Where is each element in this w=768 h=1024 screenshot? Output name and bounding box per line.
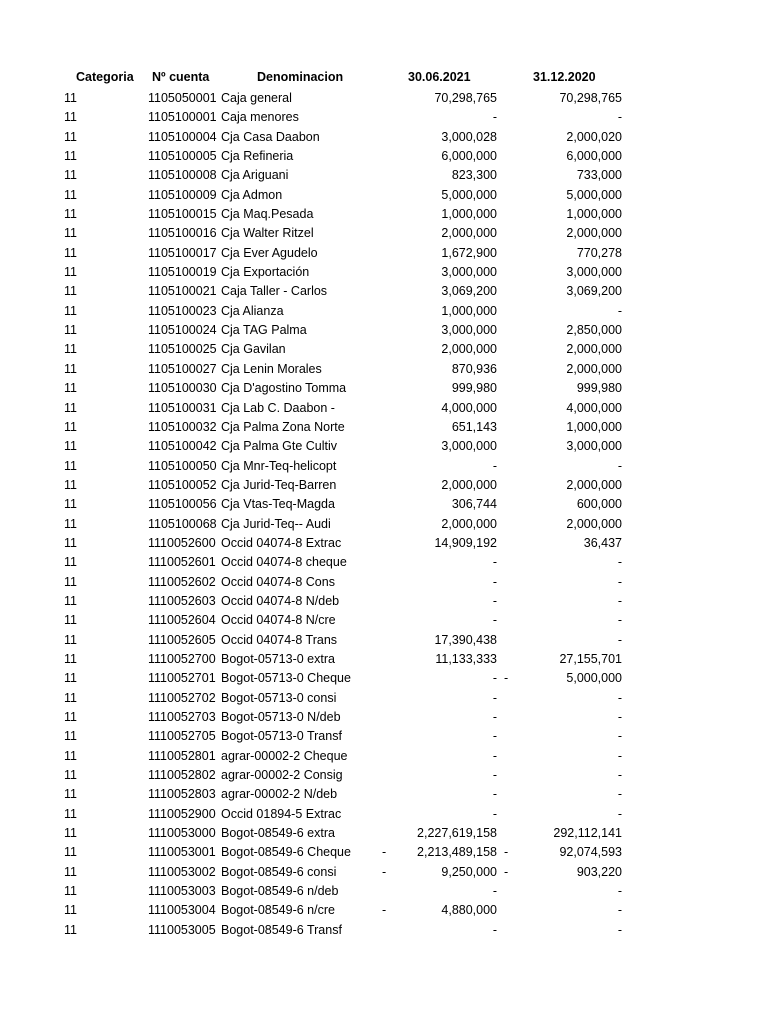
cuenta-cell: 1110053004 xyxy=(148,903,216,918)
table-row xyxy=(0,727,768,746)
denominacion-cell: Cja Vtas-Teq-Magda xyxy=(221,497,335,512)
table-row xyxy=(0,669,768,688)
value-cell-2: - xyxy=(617,110,622,125)
value-cell-2: 70,298,765 xyxy=(559,91,622,105)
value-cell-1: 9,250,000 xyxy=(441,864,497,879)
cuenta-cell: 1105100016 xyxy=(148,226,217,241)
categoria-cell: 11 xyxy=(64,690,77,705)
value-cell-2: 2,000,020 xyxy=(566,129,622,144)
value-cell-1: 306,744 xyxy=(451,497,497,512)
table-row xyxy=(0,495,768,514)
value-cell-2: - xyxy=(617,555,622,570)
value-cell-2: 1,000,000 xyxy=(566,419,622,434)
denominacion-cell: Bogot-05713-0 Transf xyxy=(221,729,342,744)
value-cell-1: 3,000,000 xyxy=(441,265,497,280)
table-row xyxy=(0,747,768,766)
denominacion-cell: Bogot-08549-6 n/deb xyxy=(221,884,339,899)
table-row xyxy=(0,224,768,243)
cuenta-cell: 1105100050 xyxy=(148,458,217,473)
denominacion-cell: Occid 04074-8 N/deb xyxy=(221,593,340,608)
value-cell-2: 2,850,000 xyxy=(566,323,622,338)
table-row xyxy=(0,843,768,862)
cuenta-cell: 1110053003 xyxy=(148,884,216,899)
categoria-cell: 11 xyxy=(64,768,77,783)
categoria-cell: 11 xyxy=(64,710,77,724)
value-cell-2: 903,220 xyxy=(576,864,622,879)
header-fecha-2: 31.12.2020 xyxy=(533,70,596,84)
value-cell-2: - xyxy=(617,458,622,473)
value-cell-2: - xyxy=(617,922,622,937)
value-cell-2: - xyxy=(617,710,622,724)
value-cell-1: 70,298,765 xyxy=(434,91,497,105)
value-cell-1: - xyxy=(492,884,497,899)
table-row xyxy=(0,418,768,437)
denominacion-cell: Cja Gavilan xyxy=(221,342,286,357)
value-cell-1: - xyxy=(492,574,497,589)
denominacion-cell: Occid 04074-8 Trans xyxy=(221,632,338,647)
denominacion-cell: Cja Alianza xyxy=(221,303,284,318)
value-cell-2: 3,000,000 xyxy=(566,265,622,280)
cuenta-cell: 1105100017 xyxy=(148,245,217,260)
categoria-cell: 11 xyxy=(64,361,77,376)
header-fecha-1: 30.06.2021 xyxy=(408,70,471,84)
denominacion-cell: Occid 04074-8 cheque xyxy=(221,555,347,570)
cuenta-cell: 1105100025 xyxy=(148,342,217,357)
categoria-cell: 11 xyxy=(64,651,77,666)
table-row xyxy=(0,785,768,804)
categoria-cell: 11 xyxy=(64,381,77,396)
value-cell-2: 770,278 xyxy=(576,245,622,260)
value-cell-2: 2,000,000 xyxy=(566,226,622,241)
table-row xyxy=(0,457,768,476)
value-cell-1: 3,000,028 xyxy=(441,129,497,144)
cuenta-cell: 1110052601 xyxy=(148,555,216,570)
table-row xyxy=(0,302,768,321)
cuenta-cell: 1105100004 xyxy=(148,129,217,144)
table-row xyxy=(0,476,768,495)
cuenta-cell: 1105100068 xyxy=(148,516,217,531)
categoria-cell: 11 xyxy=(64,613,77,628)
cuenta-cell: 1110052802 xyxy=(148,768,216,783)
categoria-cell: 11 xyxy=(64,245,77,260)
value-cell-2: 6,000,000 xyxy=(566,149,622,164)
cuenta-cell: 1110053001 xyxy=(148,845,216,860)
table-row xyxy=(0,244,768,263)
categoria-cell: 11 xyxy=(64,884,77,899)
denominacion-cell: Cja Ever Agudelo xyxy=(221,245,318,260)
value-cell-1: - xyxy=(492,922,497,937)
cuenta-cell: 1105100009 xyxy=(148,187,217,202)
table-row xyxy=(0,108,768,127)
categoria-cell: 11 xyxy=(64,806,77,821)
categoria-cell: 11 xyxy=(64,323,77,338)
table-row xyxy=(0,573,768,592)
sign-cell-2: - xyxy=(504,864,509,879)
denominacion-cell: Bogot-05713-0 extra xyxy=(221,651,335,666)
table-row xyxy=(0,263,768,282)
value-cell-2: - xyxy=(617,748,622,763)
categoria-cell: 11 xyxy=(64,845,77,860)
value-cell-2: 733,000 xyxy=(576,168,622,183)
denominacion-cell: agrar-00002-2 Consig xyxy=(221,768,343,783)
table-row xyxy=(0,824,768,843)
value-cell-2: 36,437 xyxy=(583,535,622,550)
value-cell-2: 2,000,000 xyxy=(566,342,622,357)
cuenta-cell: 1105100015 xyxy=(148,207,217,222)
denominacion-cell: Cja Exportación xyxy=(221,265,310,280)
table-row xyxy=(0,515,768,534)
cuenta-cell: 1105100024 xyxy=(148,323,217,338)
cuenta-cell: 1110052701 xyxy=(148,671,216,686)
denominacion-cell: Cja D'agostino Tomma xyxy=(221,381,347,396)
value-cell-2: - xyxy=(617,690,622,705)
categoria-cell: 11 xyxy=(64,226,77,241)
categoria-cell: 11 xyxy=(64,671,77,686)
value-cell-1: 4,000,000 xyxy=(441,400,497,415)
value-cell-1: - xyxy=(492,671,497,686)
value-cell-1: - xyxy=(492,806,497,821)
table-row xyxy=(0,379,768,398)
sign-cell-2: - xyxy=(504,671,509,686)
value-cell-2: - xyxy=(617,806,622,821)
value-cell-1: 2,000,000 xyxy=(441,516,497,531)
value-cell-2: 92,074,593 xyxy=(559,845,622,860)
denominacion-cell: Cja Admon xyxy=(221,187,283,202)
value-cell-2: 999,980 xyxy=(576,381,622,396)
categoria-cell: 11 xyxy=(64,439,77,454)
cuenta-cell: 1105100021 xyxy=(148,284,217,299)
denominacion-cell: Caja menores xyxy=(221,110,299,125)
value-cell-1: 5,000,000 xyxy=(441,187,497,202)
cuenta-cell: 1105100030 xyxy=(148,381,217,396)
table-row xyxy=(0,863,768,882)
cuenta-cell: 1110052803 xyxy=(148,787,216,802)
cuenta-cell: 1110052705 xyxy=(148,729,216,744)
cuenta-cell: 1105100001 xyxy=(148,110,217,125)
value-cell-2: 4,000,000 xyxy=(566,400,622,415)
value-cell-1: - xyxy=(492,555,497,570)
value-cell-2: 2,000,000 xyxy=(566,361,622,376)
value-cell-1: 3,069,200 xyxy=(441,284,497,299)
value-cell-2: 1,000,000 xyxy=(566,207,622,222)
cuenta-cell: 1110052703 xyxy=(148,710,216,724)
categoria-cell: 11 xyxy=(64,748,77,763)
categoria-cell: 11 xyxy=(64,535,77,550)
value-cell-1: 823,300 xyxy=(451,168,497,183)
cuenta-cell: 1105100031 xyxy=(148,400,217,415)
denominacion-cell: Caja Taller - Carlos xyxy=(221,284,328,299)
cuenta-cell: 1105100052 xyxy=(148,477,217,492)
value-cell-1: 6,000,000 xyxy=(441,149,497,164)
denominacion-cell: agrar-00002-2 Cheque xyxy=(221,748,348,763)
denominacion-cell: Cja Walter Ritzel xyxy=(221,226,314,241)
categoria-cell: 11 xyxy=(64,110,77,125)
denominacion-cell: Cja Jurid-Teq-Barren xyxy=(221,477,337,492)
value-cell-1: 14,909,192 xyxy=(434,535,497,550)
value-cell-2: 5,000,000 xyxy=(566,187,622,202)
table-row xyxy=(0,282,768,301)
table-row xyxy=(0,592,768,611)
categoria-cell: 11 xyxy=(64,497,77,512)
value-cell-2: 3,000,000 xyxy=(566,439,622,454)
table-header xyxy=(0,68,768,88)
value-cell-2: - xyxy=(617,303,622,318)
denominacion-cell: Cja Casa Daabon xyxy=(221,129,320,144)
categoria-cell: 11 xyxy=(64,342,77,357)
table-row xyxy=(0,708,768,727)
categoria-cell: 11 xyxy=(64,207,77,222)
value-cell-1: 2,000,000 xyxy=(441,226,497,241)
value-cell-1: 3,000,000 xyxy=(441,323,497,338)
denominacion-cell: Cja Lab C. Daabon - xyxy=(221,400,335,415)
table-row xyxy=(0,186,768,205)
value-cell-2: - xyxy=(617,787,622,802)
value-cell-2: 5,000,000 xyxy=(566,671,622,686)
denominacion-cell: Caja general xyxy=(221,91,292,105)
value-cell-1: - xyxy=(492,729,497,744)
value-cell-2: - xyxy=(617,632,622,647)
cuenta-cell: 1105100005 xyxy=(148,149,217,164)
value-cell-1: 1,000,000 xyxy=(441,207,497,222)
value-cell-1: - xyxy=(492,110,497,125)
table-row xyxy=(0,321,768,340)
value-cell-2: - xyxy=(617,884,622,899)
value-cell-2: - xyxy=(617,574,622,589)
cuenta-cell: 1105050001 xyxy=(148,91,217,105)
categoria-cell: 11 xyxy=(64,632,77,647)
value-cell-1: 870,936 xyxy=(451,361,497,376)
value-cell-1: 651,143 xyxy=(451,419,497,434)
cuenta-cell: 1110053002 xyxy=(148,864,216,879)
categoria-cell: 11 xyxy=(64,555,77,570)
denominacion-cell: Bogot-08549-6 extra xyxy=(221,826,335,841)
denominacion-cell: Bogot-08549-6 n/cre xyxy=(221,903,335,918)
value-cell-1: 1,672,900 xyxy=(441,245,497,260)
categoria-cell: 11 xyxy=(64,864,77,879)
table-row xyxy=(0,553,768,572)
denominacion-cell: Bogot-08549-6 Cheque xyxy=(221,845,351,860)
cuenta-cell: 1110052900 xyxy=(148,806,216,821)
value-cell-1: - xyxy=(492,710,497,724)
denominacion-cell: Cja Palma Gte Cultiv xyxy=(221,439,338,454)
categoria-cell: 11 xyxy=(64,574,77,589)
categoria-cell: 11 xyxy=(64,284,77,299)
value-cell-2: 600,000 xyxy=(576,497,622,512)
cuenta-cell: 1105100032 xyxy=(148,419,217,434)
denominacion-cell: Bogot-05713-0 consi xyxy=(221,690,337,705)
table-row xyxy=(0,360,768,379)
denominacion-cell: agrar-00002-2 N/deb xyxy=(221,787,338,802)
denominacion-cell: Occid 04074-8 Extrac xyxy=(221,535,342,550)
cuenta-cell: 1105100056 xyxy=(148,497,217,512)
value-cell-1: 11,133,333 xyxy=(435,651,497,666)
table-row xyxy=(0,205,768,224)
categoria-cell: 11 xyxy=(64,168,77,183)
denominacion-cell: Bogot-08549-6 Transf xyxy=(221,922,342,937)
cuenta-cell: 1110052604 xyxy=(148,613,216,628)
value-cell-1: 2,227,619,158 xyxy=(417,826,497,841)
cuenta-cell: 1110052600 xyxy=(148,535,216,550)
categoria-cell: 11 xyxy=(64,458,77,473)
table-row xyxy=(0,340,768,359)
categoria-cell: 11 xyxy=(64,729,77,744)
categoria-cell: 11 xyxy=(64,129,77,144)
cuenta-cell: 1110052702 xyxy=(148,690,216,705)
value-cell-2: - xyxy=(617,729,622,744)
table-row xyxy=(0,901,768,920)
value-cell-2: - xyxy=(617,903,622,918)
categoria-cell: 11 xyxy=(64,593,77,608)
sign-cell-2: - xyxy=(504,845,509,860)
value-cell-1: 3,000,000 xyxy=(441,439,497,454)
value-cell-1: 17,390,438 xyxy=(434,632,497,647)
categoria-cell: 11 xyxy=(64,516,77,531)
categoria-cell: 11 xyxy=(64,903,77,918)
denominacion-cell: Cja Jurid-Teq-- Audi xyxy=(221,516,331,531)
table-row xyxy=(0,689,768,708)
value-cell-1: 2,000,000 xyxy=(441,477,497,492)
table-body xyxy=(0,89,768,940)
table-row xyxy=(0,921,768,940)
value-cell-2: 2,000,000 xyxy=(566,477,622,492)
table-row xyxy=(0,166,768,185)
value-cell-1: - xyxy=(492,768,497,783)
value-cell-1: - xyxy=(492,458,497,473)
cuenta-cell: 1105100008 xyxy=(148,168,217,183)
denominacion-cell: Bogot-05713-0 Cheque xyxy=(221,671,351,686)
denominacion-cell: Cja Ariguani xyxy=(221,168,289,183)
table-row xyxy=(0,766,768,785)
sign-cell-1: - xyxy=(382,845,387,860)
denominacion-cell: Cja TAG Palma xyxy=(221,323,307,338)
header-cuenta: Nº cuenta xyxy=(152,70,210,84)
cuenta-cell: 1110052801 xyxy=(148,748,216,763)
value-cell-1: 1,000,000 xyxy=(441,303,497,318)
table-row xyxy=(0,89,768,108)
value-cell-2: 27,155,701 xyxy=(559,651,622,666)
value-cell-1: 999,980 xyxy=(451,381,497,396)
value-cell-2: - xyxy=(617,613,622,628)
denominacion-cell: Cja Maq.Pesada xyxy=(221,207,314,222)
denominacion-cell: Occid 04074-8 Cons xyxy=(221,574,335,589)
value-cell-2: 2,000,000 xyxy=(566,516,622,531)
categoria-cell: 11 xyxy=(64,187,77,202)
categoria-cell: 11 xyxy=(64,91,77,105)
denominacion-cell: Occid 04074-8 N/cre xyxy=(221,613,336,628)
denominacion-cell: Cja Lenin Morales xyxy=(221,361,322,376)
table-row xyxy=(0,631,768,650)
cuenta-cell: 1105100042 xyxy=(148,439,217,454)
value-cell-2: - xyxy=(617,768,622,783)
denominacion-cell: Bogot-08549-6 consi xyxy=(221,864,337,879)
categoria-cell: 11 xyxy=(64,922,77,937)
header-categoria: Categoria xyxy=(76,70,134,84)
denominacion-cell: Bogot-05713-0 N/deb xyxy=(221,710,341,724)
value-cell-2: - xyxy=(617,593,622,608)
categoria-cell: 11 xyxy=(64,149,77,164)
cuenta-cell: 1110053005 xyxy=(148,922,216,937)
denominacion-cell: Cja Mnr-Teq-helicopt xyxy=(221,458,337,473)
table-row xyxy=(0,147,768,166)
table-row xyxy=(0,882,768,901)
value-cell-1: 4,880,000 xyxy=(441,903,497,918)
cuenta-cell: 1105100023 xyxy=(148,303,217,318)
value-cell-1: - xyxy=(492,690,497,705)
table-row xyxy=(0,611,768,630)
value-cell-1: - xyxy=(492,748,497,763)
denominacion-cell: Occid 01894-5 Extrac xyxy=(221,806,342,821)
table-row xyxy=(0,128,768,147)
table-row xyxy=(0,805,768,824)
categoria-cell: 11 xyxy=(64,787,77,802)
sign-cell-1: - xyxy=(382,903,387,918)
table-row xyxy=(0,534,768,553)
cuenta-cell: 1110052602 xyxy=(148,574,216,589)
value-cell-1: 2,000,000 xyxy=(441,342,497,357)
value-cell-1: 2,213,489,158 xyxy=(417,845,497,860)
cuenta-cell: 1110052603 xyxy=(148,593,216,608)
denominacion-cell: Cja Palma Zona Norte xyxy=(221,419,345,434)
categoria-cell: 11 xyxy=(64,826,77,841)
table-row xyxy=(0,650,768,669)
denominacion-cell: Cja Refineria xyxy=(221,149,294,164)
table-row xyxy=(0,437,768,456)
value-cell-1: - xyxy=(492,613,497,628)
cuenta-cell: 1110053000 xyxy=(148,826,216,841)
categoria-cell: 11 xyxy=(64,265,77,280)
value-cell-1: - xyxy=(492,787,497,802)
categoria-cell: 11 xyxy=(64,303,77,318)
header-denominacion: Denominacion xyxy=(257,70,344,84)
sign-cell-1: - xyxy=(382,864,387,879)
value-cell-1: - xyxy=(492,593,497,608)
value-cell-2: 292,112,141 xyxy=(553,826,622,841)
categoria-cell: 11 xyxy=(64,419,77,434)
table-row xyxy=(0,399,768,418)
cuenta-cell: 1105100019 xyxy=(148,265,217,280)
cuenta-cell: 1110052605 xyxy=(148,632,216,647)
cuenta-cell: 1110052700 xyxy=(148,651,216,666)
categoria-cell: 11 xyxy=(64,400,77,415)
cuenta-cell: 1105100027 xyxy=(148,361,217,376)
value-cell-2: 3,069,200 xyxy=(566,284,622,299)
categoria-cell: 11 xyxy=(64,477,77,492)
